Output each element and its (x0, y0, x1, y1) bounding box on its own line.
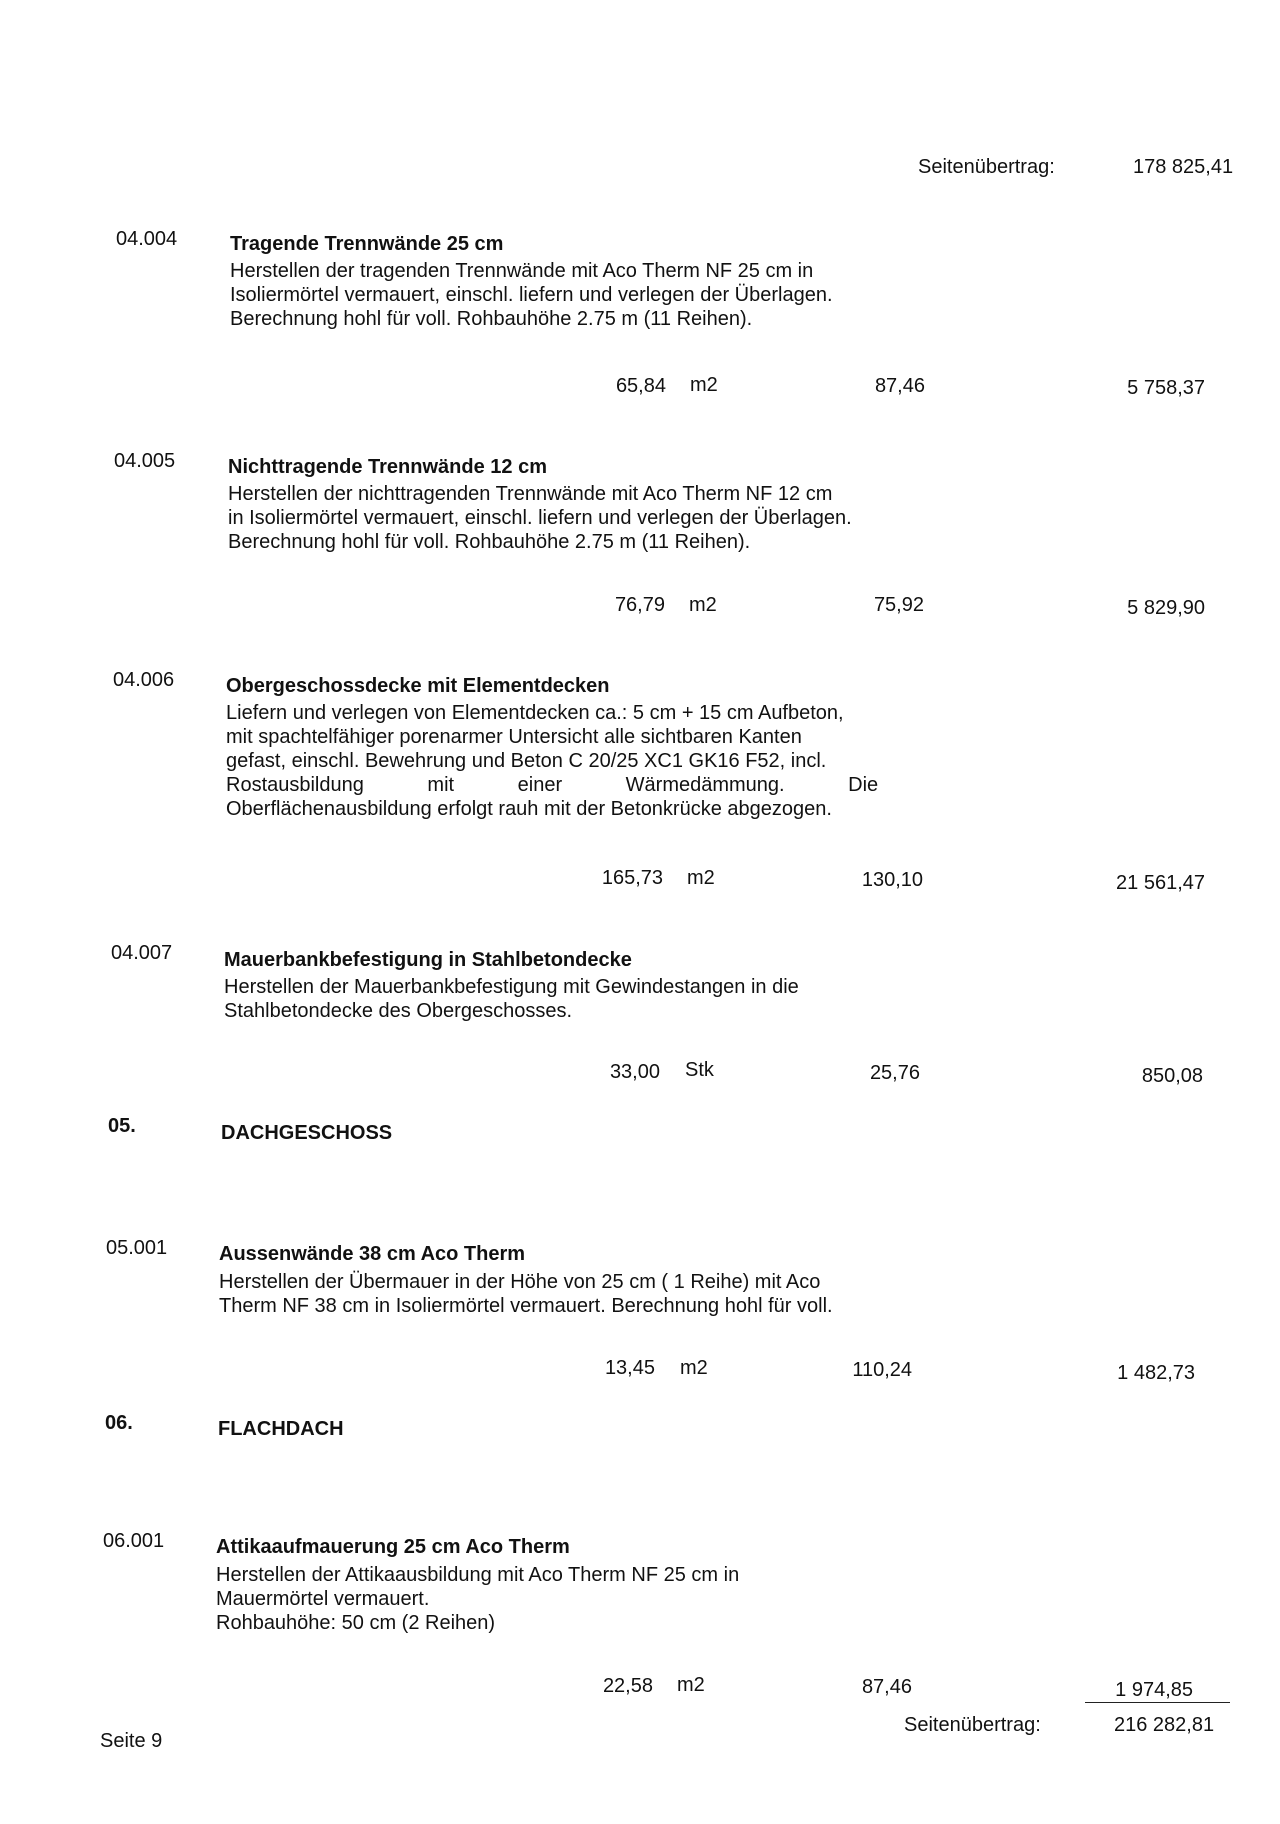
position-title: Attikaaufmauerung 25 cm Aco Therm (216, 1536, 570, 1558)
position-description (216, 1563, 916, 1635)
position-description (226, 701, 926, 821)
quantity: 13,45 (604, 1357, 655, 1379)
description-line: Liefern und verlegen von Elementdecken ca.: 5 cm + 15 cm Aufbeton, (226, 702, 844, 724)
description-line: Herstellen der tragenden Trennwände mit Aco Therm NF 25 cm in (230, 260, 814, 282)
position-number: 06.001 (103, 1530, 165, 1552)
section-number: 05. (108, 1115, 136, 1137)
unit-price: 87,46 (861, 1676, 912, 1698)
position-title: Tragende Trennwände 25 cm (230, 233, 504, 255)
description-line: Isoliermörtel vermauert, einschl. liefern und verlegen der Überlagen. (230, 284, 833, 306)
description-line: Rostausbildung mit einer Wärmedämmung. Die (226, 774, 879, 796)
total-price: 850,08 (1141, 1065, 1203, 1087)
description-line: Berechnung hohl für voll. Rohbauhöhe 2.75 m (11 Reihen). (230, 308, 753, 330)
position-number: 05.001 (106, 1237, 168, 1259)
description-line: Mauermörtel vermauert. (216, 1588, 430, 1610)
unit-price: 87,46 (874, 375, 925, 397)
quantity: 33,00 (609, 1061, 660, 1083)
position-number: 04.006 (113, 669, 175, 691)
description-line: Herstellen der Mauerbankbefestigung mit Gewindestangen in die (224, 976, 799, 998)
total-price: 21 561,47 (1116, 872, 1205, 894)
description-line: in Isoliermörtel vermauert, einschl. liefern und verlegen der Überlagen. (228, 507, 852, 529)
position-title: Aussenwände 38 cm Aco Therm (219, 1243, 526, 1265)
position-description (230, 259, 930, 331)
description-line: mit spachtelfähiger porenarmer Untersicht alle sichtbaren Kanten (226, 726, 802, 748)
description-line: Stahlbetondecke des Obergeschosses. (224, 1000, 572, 1022)
total-price: 5 758,37 (1127, 377, 1205, 399)
header-carry-value: 178 825,41 (1133, 156, 1234, 178)
unit-price: 130,10 (861, 869, 923, 891)
unit-price: 75,92 (873, 594, 924, 616)
description-line: gefast, einschl. Bewehrung und Beton C 20/25 XC1 GK16 F52, incl. (226, 750, 827, 772)
section-title: FLACHDACH (218, 1418, 344, 1440)
description-line: Therm NF 38 cm in Isoliermörtel vermauert. Berechnung hohl für voll. (219, 1295, 833, 1317)
position-description (224, 975, 924, 1023)
unit: m2 (677, 1674, 705, 1696)
description-line: Oberflächenausbildung erfolgt rauh mit der Betonkrücke abgezogen. (226, 798, 832, 820)
position-title: Obergeschossdecke mit Elementdecken (226, 675, 610, 697)
quantity: 65,84 (615, 375, 666, 397)
description-line: Rohbauhöhe: 50 cm (2 Reihen) (216, 1612, 496, 1634)
unit: m2 (680, 1357, 708, 1379)
description-line: Herstellen der Übermauer in der Höhe von 25 cm ( 1 Reihe) mit Aco (219, 1271, 821, 1293)
unit-price: 110,24 (852, 1359, 912, 1381)
page-number: Seite 9 (100, 1730, 163, 1752)
unit: m2 (689, 594, 717, 616)
position-title: Mauerbankbefestigung in Stahlbetondecke (224, 949, 632, 971)
unit: m2 (687, 867, 715, 889)
quantity: 76,79 (614, 594, 665, 616)
sum-rule (1085, 1702, 1230, 1703)
quantity: 165,73 (601, 867, 663, 889)
description-line: Herstellen der Attikaausbildung mit Aco Therm NF 25 cm in (216, 1564, 740, 1586)
total-price: 1 482,73 (1117, 1362, 1195, 1384)
section-title: DACHGESCHOSS (221, 1122, 393, 1144)
description-line: Berechnung hohl für voll. Rohbauhöhe 2.75 m (11 Reihen). (228, 531, 751, 553)
section-number: 06. (105, 1412, 133, 1434)
position-description (219, 1270, 919, 1318)
position-title: Nichttragende Trennwände 12 cm (228, 456, 547, 478)
unit: m2 (690, 374, 718, 396)
unit-price: 25,76 (869, 1062, 920, 1084)
total-price: 5 829,90 (1127, 597, 1205, 619)
unit: Stk (685, 1059, 714, 1081)
position-number: 04.004 (116, 228, 178, 250)
header-carry-label: Seitenübertrag: (918, 156, 1055, 178)
position-description (228, 482, 928, 554)
quantity: 22,58 (602, 1675, 653, 1697)
footer-carry-value: 216 282,81 (1114, 1714, 1215, 1736)
position-number: 04.005 (114, 450, 176, 472)
position-number: 04.007 (111, 942, 173, 964)
description-line: Herstellen der nichttragenden Trennwände mit Aco Therm NF 12 cm (228, 483, 833, 505)
footer-carry-label: Seitenübertrag: (904, 1714, 1041, 1736)
total-price: 1 974,85 (1115, 1679, 1193, 1701)
